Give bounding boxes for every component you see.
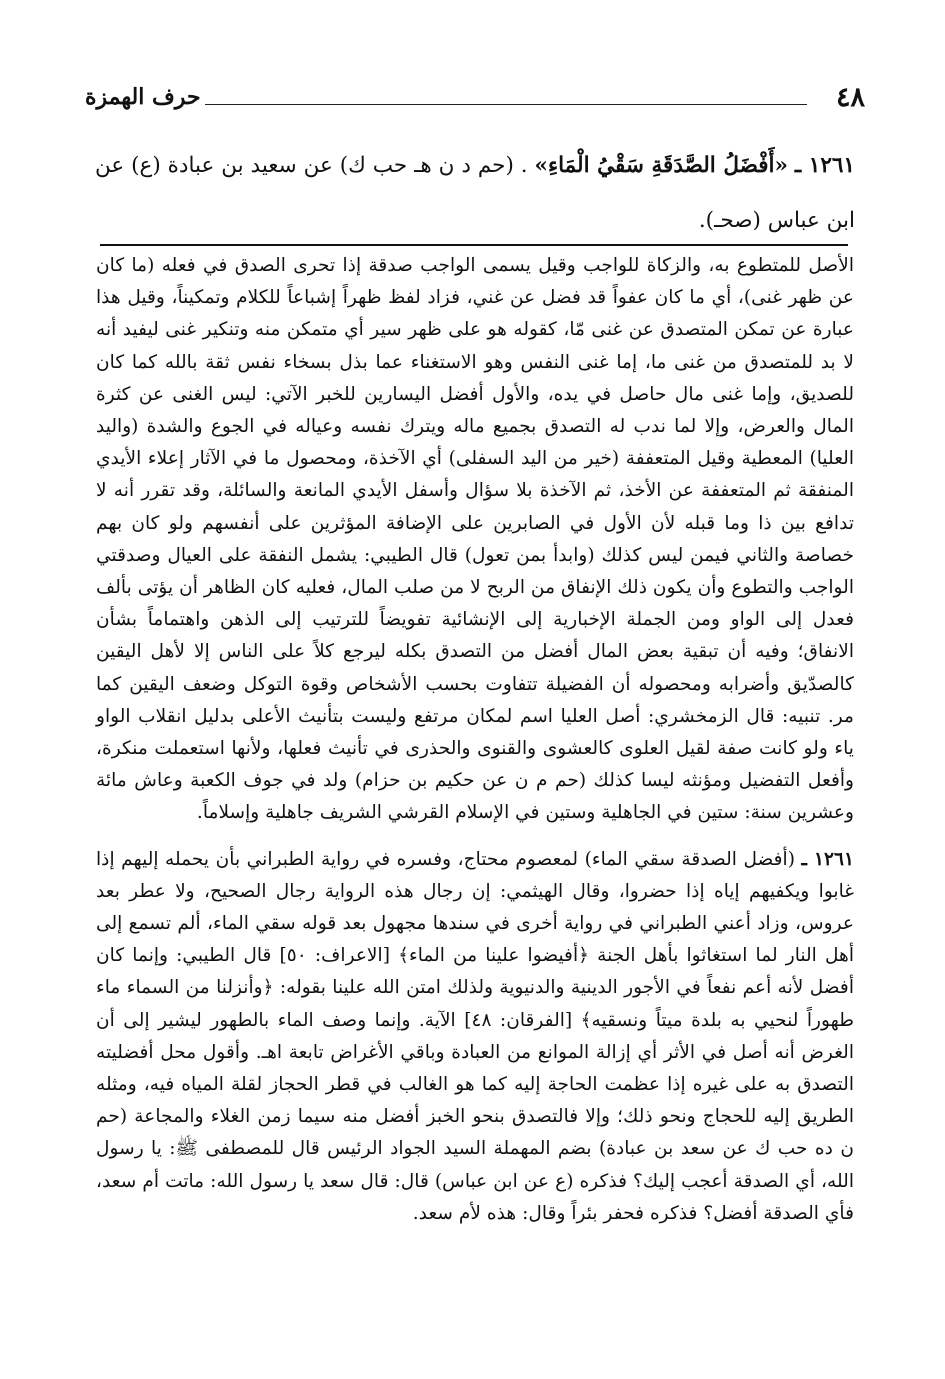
commentary — [96, 250, 854, 1230]
hadith-source: . (حم د ن هـ حب ك) عن سعيد بن عبادة (ع) عن ابن عباس (صحـ). — [95, 153, 855, 233]
page-number: ٤٨ — [835, 82, 865, 113]
text-divider — [100, 244, 848, 246]
commentary-paragraph-2 — [96, 844, 854, 1230]
page-header — [85, 82, 865, 116]
hadith-text — [95, 138, 855, 248]
commentary-hadith-number: ١٢٦١ ـ — [801, 848, 854, 870]
commentary-paragraph-1: الأصل للمتطوع به، والزكاة للواجب وقيل يسمى الواجب صدقة إذا تحرى الصدق في فعله (ما كان عن ظهر غنى)، أي ما كان عفواً قد فضل عن غني، فزاد لفظ ظهراً إشباعاً للكلام وتمكيناً، وقيل هذا عبارة عن تمكن المتصدق عن غنى مّا، كقوله هو على ظهر سير أي متمكن منه وتنكير غنى ليفيد أنه لا بد للمتصدق من غنى ما، إما غنى النفس وهو الاستغناء عما بذل بسخاء نفس ثقة بالله كما كان للصديق، وإما غنى مال حاصل في يده، والأول أفضل اليسارين للخبر الآتي: ليس الغنى عن كثرة المال والعرض، وإلا لما ندب له التصدق بجميع ماله ويترك نفسه وعياله في الجوع والشدة (واليد العليا) المعطية وقيل المتعففة (خير من اليد السفلى) أي الآخذة، ومحصول ما في الآثار إعلاء الأيدي المنفقة ثم المتعففة عن الأخذ، ثم الآخذة بلا سؤال وأسفل الأيدي المانعة والسائلة، وقد تقرر أنه لا تدافع بين ذا وما قبله لأن الأول في الصابرين على الإضافة المؤثرين على أنفسهم ولو كان بهم خصاصة والثاني فيمن ليس كذلك (وابدأ بمن تعول) قال الطيبي: يشمل النفقة على العيال وصدقتي الواجب والتطوع وأن يكون ذلك الإنفاق من الربح لا من صلب المال، فعليه كان الظاهر أن يؤتى بألف فعدل إلى الواو ومن الجملة الإخبارية إلى الإنشائية تفويضاً للترتيب إلى الذهن واهتماماً بشأن الانفاق؛ وفيه أن تبقية بعض المال أفضل من التصدق بكله ليرجع كلاً على الناس إلا لأهل اليقين كالصدّيق وأضرابه ومحصوله أن الفضيلة تتفاوت بحسب الأشخاص وقوة التوكل وضعف اليقين كما مر. تنبيه: قال الزمخشري: أصل العليا اسم لمكان مرتفع وليست بتأنيث الأعلى بدليل انقلاب الواو ياء ولو كانت صفة لقيل العلوى كالعشوى والقنوى والحذرى في تأنيث فعلها، ولأنها استعملت منكرة، وأفعل التفضيل ومؤنثه ليسا كذلك (حم م ن عن حكيم بن حزام) ولد في جوف الكعبة وعاش مائة وعشرين سنة: ستين في الجاهلية وستين في الإسلام القرشي الشريف جاهلية وإسلاماً. — [96, 255, 854, 824]
hadith-quote: «أَفْضَلُ الصَّدَقَةِ سَقْيُ الْمَاءِ» — [534, 153, 788, 178]
commentary-paragraph-2-text: (أفضل الصدقة سقي الماء) لمعصوم محتاج، وفسره في رواية الطبراني بأن يحمله إليهم إذا غابوا ويكفيهم إياه إذا حضروا، وقال الهيثمي: إن رجال هذه الرواية رجال الصحيح، ولا عطر بعد عروس، وزاد أعني الطبراني في رواية أخرى في سندها مجهول بعد قوله سقي الماء، ألم تسمع إلى أهل النار لما استغاثوا بأهل الجنة ﴿أفيضوا علينا من الماء﴾ [الاعراف: ٥٠] قال الطيبي: وإنما كان أفضل لأنه أعم نفعاً في الأجور الدينية والدنيوية ولذلك امتن الله علينا بقوله: ﴿وأنزلنا من السماء ماء طهوراً لنحيي به بلدة ميتاً ونسقيه﴾ [الفرقان: ٤٨] الآية. وإنما وصف الماء بالطهور ليشير إلى أن الغرض أنه أصل في الأثر أي إزالة الموانع من العبادة وباقي الأغراض تابعة اهـ. وأقول محل أفضليته التصدق به على غيره إذا عظمت الحاجة إليه كما هو الغالب في قطر الحجاز لقلة المياه فيه، ومثله الطريق إليه للحجاج ونحو ذلك؛ وإلا فالتصدق بنحو الخبز أفضل منه سيما زمن الغلاء والمجاعة (حم ن ده حب ك عن سعد بن عبادة) بضم المهملة السيد الجواد الرئيس قال للمصطفى ﷺ: يا رسول الله، أي الصدقة أعجب إليك؟ فذكره (ع عن ابن عباس) قال: قال سعد يا رسول الله: ماتت أم سعد، فأي الصدقة أفضل؟ فذكره فحفر بئراً وقال: هذه لأم سعد. — [96, 848, 854, 1224]
header-rule — [205, 104, 807, 105]
hadith-number: ١٢٦١ ـ — [794, 153, 855, 178]
running-title: حرف الهمزة — [85, 84, 201, 110]
